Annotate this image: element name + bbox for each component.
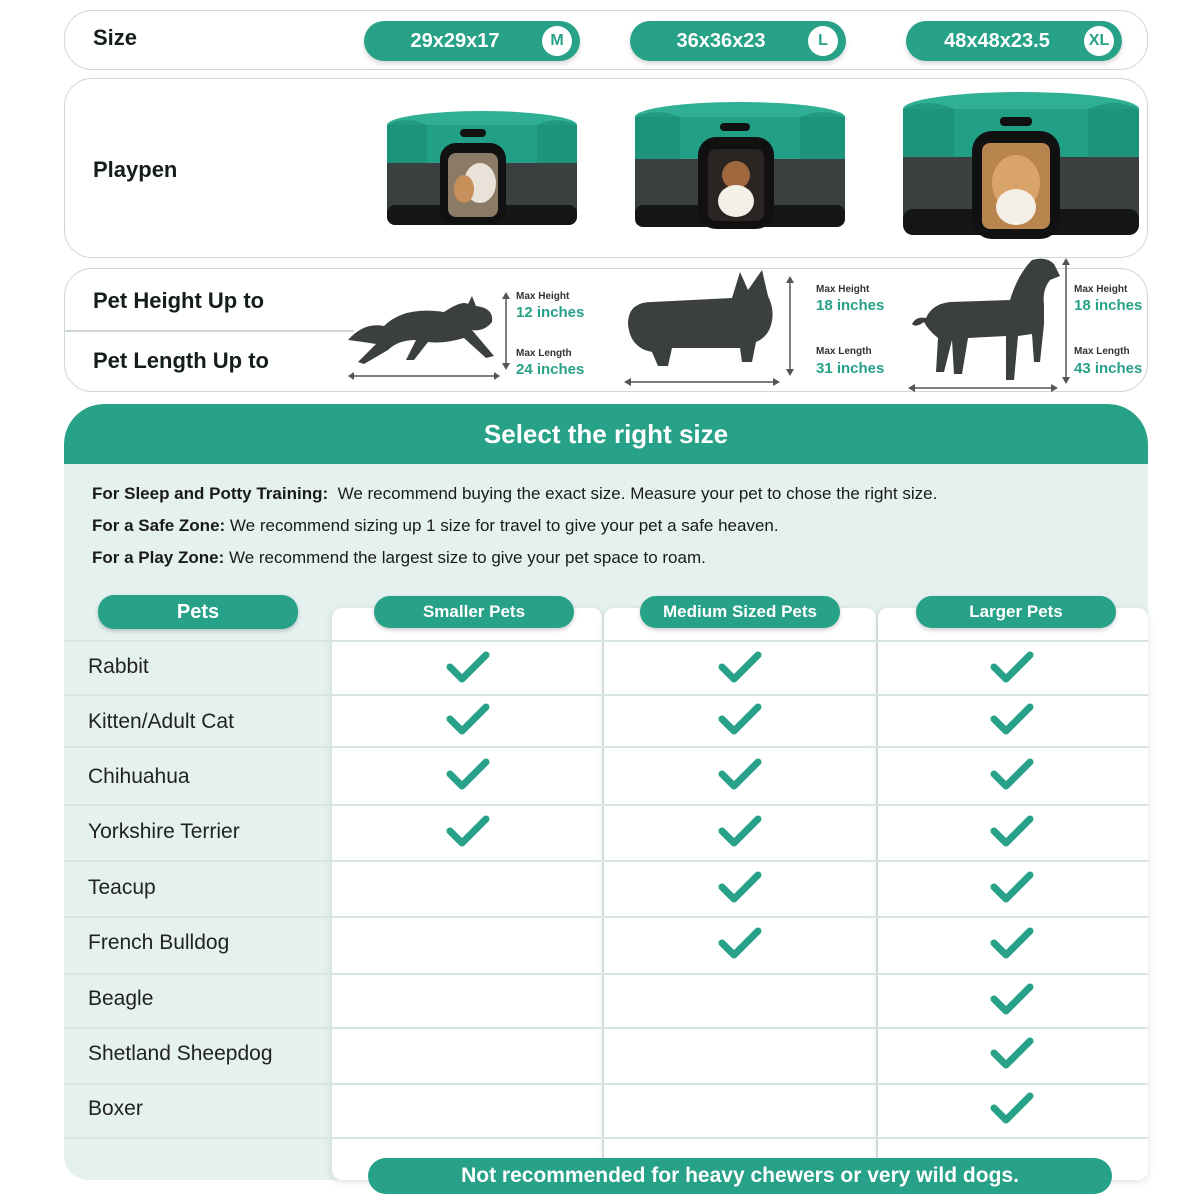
pet-name: Rabbit (88, 655, 149, 678)
recommendation-text: We recommend sizing up 1 size for travel to give your pet a safe heaven. (225, 516, 779, 535)
check-icon (718, 926, 762, 960)
playpen-image-m (382, 105, 582, 235)
size-option-xl[interactable] (906, 21, 1122, 61)
size-row-label: Size (93, 25, 138, 50)
recommendation-text: We recommend the largest size to give your pet space to roam. (224, 548, 706, 567)
check-icon (990, 814, 1034, 848)
row-divider (64, 1137, 1148, 1139)
row-divider (64, 694, 1148, 696)
cat-silhouette-icon (344, 292, 504, 382)
check-icon (990, 702, 1034, 736)
size-dims: 29x29x17 (410, 29, 500, 52)
pet-name: Teacup (88, 876, 156, 899)
check-icon (990, 982, 1034, 1016)
header-medium-pets: Medium Sized Pets (640, 596, 840, 628)
max-length-value: 31 inches (816, 360, 885, 377)
size-code-badge: XL (1084, 26, 1114, 56)
pet-height-label: Pet Height Up to (93, 288, 265, 313)
pet-name: Chihuahua (88, 765, 190, 788)
size-option-l[interactable] (630, 21, 846, 61)
max-height-value: 18 inches (1074, 297, 1143, 314)
recommendation-safe-zone (92, 516, 779, 536)
pet-name: Boxer (88, 1097, 143, 1120)
row-divider (64, 804, 1148, 806)
max-height-value: 18 inches (816, 297, 885, 314)
size-dims: 36x36x23 (676, 29, 766, 52)
playpen-image-xl (898, 87, 1144, 247)
pet-name: Yorkshire Terrier (88, 820, 240, 843)
row-divider (64, 1027, 1148, 1029)
footer-warning: Not recommended for heavy chewers or very wild dogs. (368, 1158, 1112, 1194)
max-length-caption: Max Length (816, 346, 872, 357)
corgi-silhouette-icon (622, 268, 782, 390)
max-length-value: 43 inches (1074, 360, 1143, 377)
row-divider (64, 746, 1148, 748)
check-icon (990, 870, 1034, 904)
height-arrow (784, 276, 796, 376)
header-larger-pets: Larger Pets (916, 596, 1116, 628)
check-icon (718, 814, 762, 848)
header-smaller-pets: Smaller Pets (374, 596, 574, 628)
check-icon (990, 650, 1034, 684)
recommendation-text: We recommend buying the exact size. Measure your pet to chose the right size. (328, 484, 938, 503)
recommendation-lead: For a Safe Zone: (92, 516, 226, 535)
size-selector-title: Select the right size (64, 404, 1148, 464)
recommendation-lead: For Sleep and Potty Training: (92, 484, 329, 503)
pet-name: Shetland Sheepdog (88, 1042, 273, 1065)
max-height-caption: Max Height (816, 284, 870, 295)
check-icon (990, 926, 1034, 960)
check-icon (446, 702, 490, 736)
pets-header: Pets (98, 595, 298, 629)
check-icon (718, 757, 762, 791)
row-divider (64, 916, 1148, 918)
max-length-caption: Max Length (1074, 346, 1130, 357)
size-option-m[interactable] (364, 21, 580, 61)
recommendation-sleep (92, 484, 937, 504)
check-icon (990, 1036, 1034, 1070)
size-code-badge: M (542, 26, 572, 56)
check-icon (446, 757, 490, 791)
check-icon (446, 814, 490, 848)
pet-name: Kitten/Adult Cat (88, 710, 234, 733)
dog-silhouette-icon (906, 254, 1066, 394)
check-icon (718, 870, 762, 904)
check-icon (718, 702, 762, 736)
row-divider (64, 860, 1148, 862)
playpen-image-l (630, 97, 850, 237)
check-icon (446, 650, 490, 684)
row-divider (64, 1083, 1148, 1085)
max-height-value: 12 inches (516, 304, 585, 321)
check-icon (718, 650, 762, 684)
pet-dims-divider (64, 330, 354, 332)
pet-length-label: Pet Length Up to (93, 348, 269, 373)
pet-name: French Bulldog (88, 931, 230, 954)
row-divider (64, 640, 1148, 642)
check-icon (990, 1091, 1034, 1125)
row-divider (64, 973, 1148, 975)
max-height-caption: Max Height (516, 291, 570, 302)
recommendation-lead: For a Play Zone: (92, 548, 225, 567)
size-dims: 48x48x23.5 (944, 29, 1050, 52)
pet-name: Beagle (88, 987, 154, 1010)
size-code-badge: L (808, 26, 838, 56)
height-arrow (500, 292, 512, 370)
max-height-caption: Max Height (1074, 284, 1128, 295)
playpen-row-label: Playpen (93, 157, 178, 182)
max-length-caption: Max Length (516, 348, 572, 359)
check-icon (990, 757, 1034, 791)
max-length-value: 24 inches (516, 361, 585, 378)
recommendation-play-zone (92, 548, 706, 568)
height-arrow (1060, 258, 1072, 384)
